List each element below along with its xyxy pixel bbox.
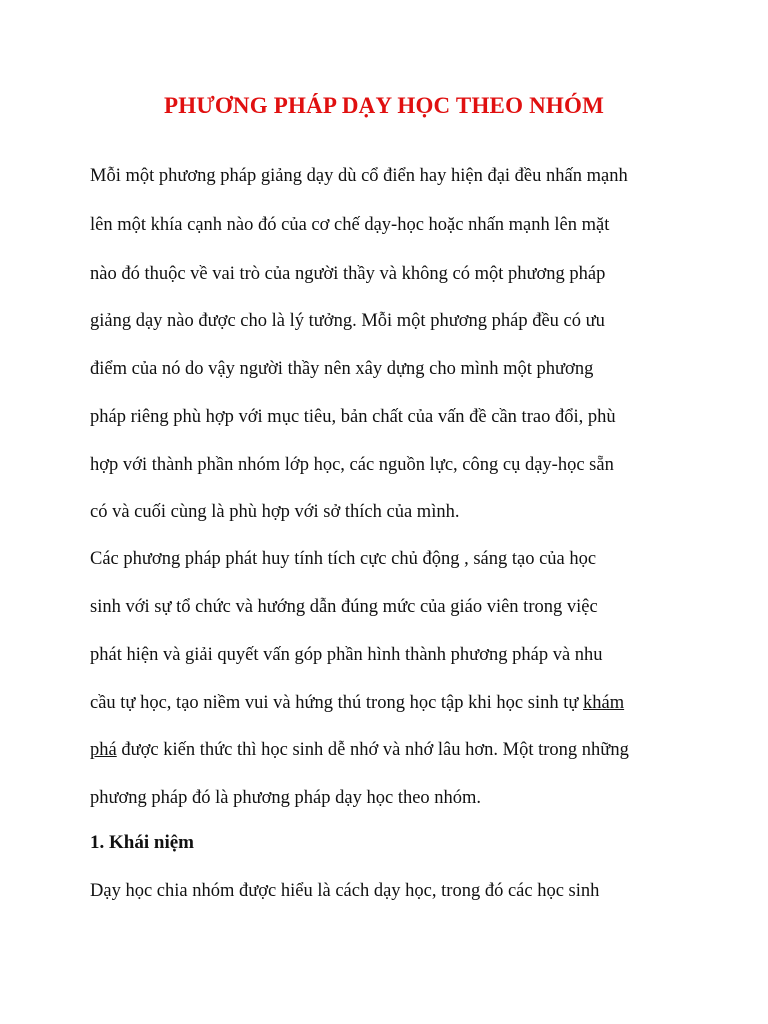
underlined-word-kham: khám	[583, 693, 625, 713]
paragraph-2-text: cầu tự học, tạo niềm vui và hứng thú trong học tập khi học sinh tự	[90, 693, 584, 713]
paragraph-1-line: hợp với thành phần nhóm lớp học, các nguồn lực, công cụ dạy-học sẵn	[90, 455, 614, 475]
paragraph-2-line: Các phương pháp phát huy tính tích cực chủ động , sáng tạo của học	[90, 549, 597, 569]
section-1-heading: 1. Khái niệm	[90, 832, 194, 853]
paragraph-2-line: sinh với sự tổ chức và hướng dẫn đúng mức của giáo viên trong việc	[90, 597, 598, 617]
paragraph-2-line: phương pháp đó là phương pháp dạy học theo nhóm.	[90, 788, 482, 808]
paragraph-1-line: có và cuối cùng là phù hợp với sở thích của mình.	[90, 502, 460, 522]
section-1-line: Dạy học chia nhóm được hiểu là cách dạy học, trong đó các học sinh	[90, 881, 600, 901]
paragraph-2-line	[90, 691, 624, 715]
paragraph-2-line: phát hiện và giải quyết vấn góp phần hình thành phương pháp và nhu	[90, 645, 603, 665]
paragraph-1-line: nào đó thuộc về vai trò của người thầy và không có một phương pháp	[90, 264, 606, 284]
paragraph-1-line: Mỗi một phương pháp giảng dạy dù cổ điển hay hiện đại đều nhấn mạnh	[90, 166, 628, 186]
underlined-word-pha: phá	[90, 740, 117, 760]
paragraph-1-line: điểm của nó do vậy người thầy nên xây dựng cho mình một phương	[90, 359, 594, 379]
paragraph-1-line: lên một khía cạnh nào đó của cơ chế dạy-học hoặc nhấn mạnh lên mặt	[90, 215, 610, 235]
document-title: PHƯƠNG PHÁP DẠY HỌC THEO NHÓM	[163, 93, 605, 118]
paragraph-2-text: được kiến thức thì học sinh dễ nhớ và nhớ lâu hơn. Một trong những	[116, 740, 629, 760]
paragraph-1-line: giảng dạy nào được cho là lý tưởng. Mỗi một phương pháp đều có ưu	[90, 311, 605, 331]
paragraph-2-line	[90, 738, 629, 762]
paragraph-1-line: pháp riêng phù hợp với mục tiêu, bản chất của vấn đề cần trao đổi, phù	[90, 407, 616, 427]
